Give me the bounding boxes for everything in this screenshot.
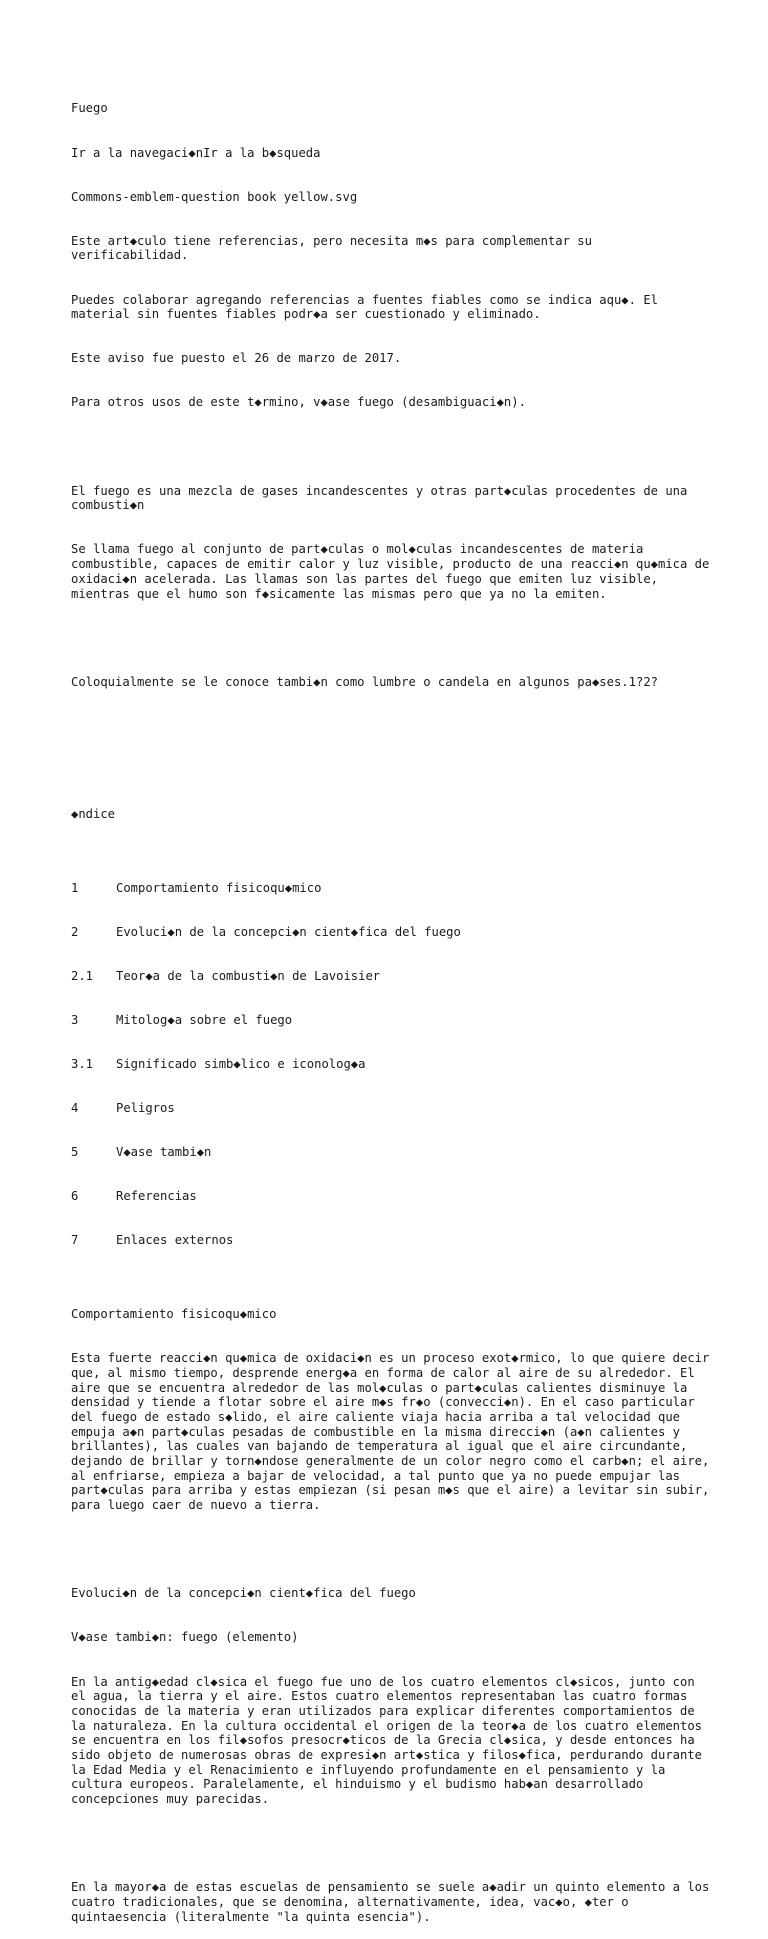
section-heading: Evoluci◆n de la concepci◆n cient◆fica del fuego: [71, 1586, 416, 1601]
toc-item[interactable]: [71, 1189, 711, 1204]
toc-item-number: 1: [71, 880, 79, 895]
toc-item[interactable]: [71, 1233, 711, 1248]
spacer: [71, 1542, 711, 1557]
toc-item-number: 6: [71, 1189, 79, 1204]
toc-item-number: 2.1: [71, 968, 94, 983]
toc-item-label: Comportamiento fisicoqu◆mico: [116, 880, 322, 895]
intro-paragraph-1: El fuego es una mezcla de gases incandescentes y otras part◆culas procedentes de una combusti◆n: [71, 483, 695, 513]
toc-item-label: Teor◆a de la combusti◆n de Lavoisier: [116, 968, 381, 983]
notice-date: Este aviso fue puesto el 26 de marzo de 2017.: [71, 351, 402, 366]
toc-item-label: Peligros: [116, 1101, 175, 1116]
spacer: [71, 719, 711, 734]
section-paragraph: En la antig◆edad cl◆sica el fuego fue uno de los cuatro elementos cl◆sicos, junto con el agua, la tierra y el aire. Estos cuatro elementos representaban las cuatro formas conocidas de la materia y eran utilizados para explicar diferentes comportamientos de la naturaleza. En la cultura occidental el origen de la teor◆a de los cuatro elementos se encuentra en los fil◆sofos presocr◆ticos de la Grecia cl◆sica, y desde entonces ha sido objeto de numerosas obras de expresi◆n art◆stica y filos◆fica, perdurando durante la Edad Media y el Renacimiento e influyendo profundamente en el pensamiento y la cultura europeos. Paralelamente, el hinduismo y el budismo hab◆an desarrollado concepciones muy parecidas.: [71, 1674, 710, 1807]
toc-item-number: 3: [71, 1012, 79, 1027]
section-paragraph: En la mayor◆a de estas escuelas de pensamiento se suele a◆adir un quinto elemento a los cuatro tradicionales, que se denomina, alternativamente, idea, vac◆o, ◆ter o quintaesencia (literalmente "la quinta esencia").: [71, 1880, 717, 1924]
spacer: [71, 631, 711, 646]
page-title: Fuego: [71, 101, 108, 116]
intro-paragraph-2: Se llama fuego al conjunto de part◆culas o mol◆culas incandescentes de materia combustible, capaces de emitir calor y luz visible, producto de una reacci◆n qu◆mica de oxidaci◆n acelerada. Las llamas son las partes del fuego que emiten luz visible, mientras que el humo son f◆sicamente las mismas pero que ya no la emiten.: [71, 542, 717, 601]
toc-item[interactable]: [71, 925, 711, 940]
toc-heading: ◆ndice: [71, 807, 116, 822]
see-also-link[interactable]: V◆ase tambi◆n: fuego (elemento): [71, 1630, 299, 1645]
toc-item[interactable]: [71, 1101, 711, 1116]
toc-item-label: Mitolog◆a sobre el fuego: [116, 1012, 293, 1027]
spacer: [71, 1836, 711, 1851]
document-body: [71, 72, 717, 1939]
image-filename: Commons-emblem-question book yellow.svg: [71, 189, 358, 204]
toc-item[interactable]: [71, 969, 711, 984]
toc-item-number: 7: [71, 1233, 79, 1248]
toc-item[interactable]: [71, 881, 711, 896]
navigation-links[interactable]: Ir a la navegaci◆nIr a la b◆squeda: [71, 145, 321, 160]
toc-item-number: 3.1: [71, 1057, 94, 1072]
disambiguation-note: Para otros usos de este t◆rmino, v◆ase fuego (desambiguaci◆n).: [71, 395, 526, 410]
toc-item-label: Enlaces externos: [116, 1233, 234, 1248]
toc-item[interactable]: [71, 1013, 711, 1028]
section-paragraph: Esta fuerte reacci◆n qu◆mica de oxidaci◆n es un proceso exot◆rmico, lo que quiere decir que, al mismo tiempo, desprende energ◆a en forma de calor al aire de su alrededor. El aire que se encuentra alrededor de las mol◆culas o part◆culas calientes disminuye la densidad y tiende a flotar sobre el aire m◆s fr◆o (convecci◆n). En el caso particular del fuego de estado s◆lido, el aire caliente viaja hacia arriba a tal velocidad que empuja a◆n part◆culas pesadas de combustible en la misma direcci◆n (a◆n calientes y brillantes), las cuales van bajando de temperatura al igual que el aire circundante, dejando de brillar y torn◆ndose generalmente de un color negro como el carb◆n; el aire, al enfriarse, empieza a bajar de velocidad, a tal punto que ya no puede empujar las part◆culas para arriba y estas empiezan (si pesan m◆s que el aire) a levitar sin subir, para luego caer de nuevo a tierra.: [71, 1351, 717, 1513]
notice-references: Este art◆culo tiene referencias, pero necesita m◆s para complementar su verificabilidad.: [71, 233, 600, 263]
toc-item[interactable]: [71, 1057, 711, 1072]
table-of-contents: [71, 851, 711, 1277]
toc-item[interactable]: [71, 1145, 711, 1160]
toc-item-label: Significado simb◆lico e iconolog◆a: [116, 1057, 366, 1072]
spacer: [71, 440, 711, 455]
notice-collaborate: Puedes colaborar agregando referencias a fuentes fiables como se indica aqu◆. El material sin fuentes fiables podr◆a ser cuestionado y eliminado.: [71, 292, 666, 322]
section-heading: Comportamiento fisicoqu◆mico: [71, 1307, 277, 1321]
toc-item-number: 5: [71, 1145, 79, 1160]
toc-item-number: 2: [71, 924, 79, 939]
toc-item-label: Referencias: [116, 1189, 197, 1204]
toc-item-label: V◆ase tambi◆n: [116, 1145, 212, 1160]
intro-paragraph-3: Coloquialmente se le conoce tambi◆n como lumbre o candela en algunos pa◆ses.1?2?: [71, 674, 658, 689]
toc-item-number: 4: [71, 1101, 79, 1116]
spacer: [71, 763, 711, 778]
toc-item-label: Evoluci◆n de la concepci◆n cient◆fica del fuego: [116, 924, 461, 939]
